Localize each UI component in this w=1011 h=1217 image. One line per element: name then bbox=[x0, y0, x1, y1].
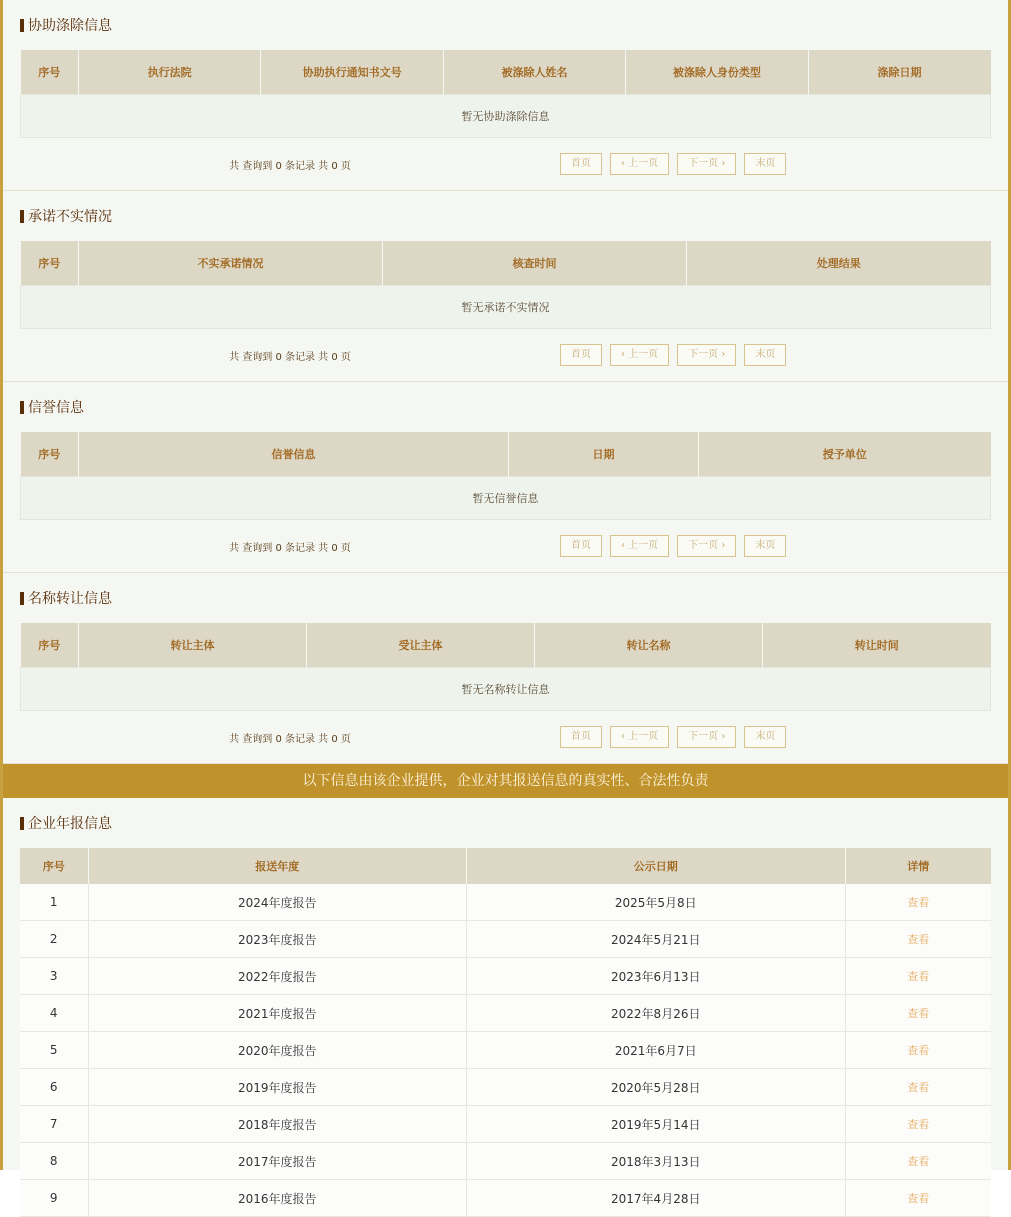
col-header: 转让名称 bbox=[535, 623, 763, 668]
col-header: 被涤除人身份类型 bbox=[626, 50, 808, 95]
col-header: 序号 bbox=[21, 241, 79, 286]
section-title bbox=[20, 191, 991, 241]
publish-date: 2022年8月26日 bbox=[467, 995, 846, 1032]
detail-cell bbox=[845, 995, 991, 1032]
reputation-table bbox=[20, 432, 991, 520]
row-number: 8 bbox=[20, 1143, 88, 1180]
last-page-button[interactable]: 末页 bbox=[744, 535, 786, 557]
col-header: 日期 bbox=[509, 432, 699, 477]
view-report-link[interactable]: 查看 bbox=[907, 1007, 930, 1020]
report-year: 2018年度报告 bbox=[88, 1106, 467, 1143]
pager-info: 共 查询到 0 条记录 共 0 页 bbox=[229, 542, 351, 554]
detail-cell bbox=[845, 921, 991, 958]
assist-removal-table bbox=[20, 50, 991, 138]
table-row bbox=[20, 1032, 991, 1069]
detail-cell bbox=[845, 1069, 991, 1106]
first-page-button[interactable]: 首页 bbox=[560, 726, 602, 748]
first-page-button[interactable]: 首页 bbox=[560, 535, 602, 557]
pager-info: 共 查询到 0 条记录 共 0 页 bbox=[229, 160, 351, 172]
table-row bbox=[20, 1143, 991, 1180]
detail-cell bbox=[845, 1143, 991, 1180]
view-report-link[interactable]: 查看 bbox=[907, 1044, 930, 1057]
publish-date: 2018年3月13日 bbox=[467, 1143, 846, 1180]
title-bar-marker bbox=[20, 817, 24, 830]
view-report-link[interactable]: 查看 bbox=[907, 1118, 930, 1131]
publish-date: 2021年6月7日 bbox=[467, 1032, 846, 1069]
publish-date: 2024年5月21日 bbox=[467, 921, 846, 958]
col-header: 处理结果 bbox=[687, 241, 991, 286]
col-header: 受让主体 bbox=[307, 623, 535, 668]
prev-page-button[interactable]: ‹ 上一页 bbox=[610, 535, 669, 557]
publish-date: 2019年5月14日 bbox=[467, 1106, 846, 1143]
view-report-link[interactable]: 查看 bbox=[907, 1192, 930, 1205]
section-title bbox=[20, 382, 991, 432]
title-bar-marker bbox=[20, 592, 24, 605]
empty-message: 暂无协助涤除信息 bbox=[21, 95, 991, 138]
pager-buttons bbox=[560, 726, 786, 748]
pager-info: 共 查询到 0 条记录 共 0 页 bbox=[229, 351, 351, 363]
false-commitment-table bbox=[20, 241, 991, 329]
publish-date: 2020年5月28日 bbox=[467, 1069, 846, 1106]
section-false-commitment bbox=[3, 191, 1008, 382]
empty-message: 暂无名称转让信息 bbox=[21, 668, 991, 711]
section-annual-reports bbox=[3, 798, 1008, 1217]
section-name-transfer bbox=[3, 573, 1008, 764]
publish-date: 2025年5月8日 bbox=[467, 884, 846, 921]
detail-cell bbox=[845, 884, 991, 921]
row-number: 4 bbox=[20, 995, 88, 1032]
view-report-link[interactable]: 查看 bbox=[907, 1081, 930, 1094]
title-bar-marker bbox=[20, 401, 24, 414]
report-year: 2023年度报告 bbox=[88, 921, 467, 958]
pager-buttons bbox=[560, 535, 786, 557]
detail-cell bbox=[845, 1106, 991, 1143]
row-number: 2 bbox=[20, 921, 88, 958]
col-header: 授予单位 bbox=[699, 432, 991, 477]
section-title-text: 信誉信息 bbox=[28, 400, 84, 416]
col-header: 公示日期 bbox=[467, 848, 846, 884]
row-number: 1 bbox=[20, 884, 88, 921]
row-number: 5 bbox=[20, 1032, 88, 1069]
first-page-button[interactable]: 首页 bbox=[560, 344, 602, 366]
pagination bbox=[20, 138, 991, 190]
pagination bbox=[20, 520, 991, 572]
report-year: 2016年度报告 bbox=[88, 1180, 467, 1217]
next-page-button[interactable]: 下一页 › bbox=[677, 344, 736, 366]
next-page-button[interactable]: 下一页 › bbox=[677, 726, 736, 748]
detail-cell bbox=[845, 1180, 991, 1217]
detail-cell bbox=[845, 958, 991, 995]
view-report-link[interactable]: 查看 bbox=[907, 896, 930, 909]
section-title-text: 协助涤除信息 bbox=[28, 18, 112, 34]
col-header: 涤除日期 bbox=[808, 50, 990, 95]
view-report-link[interactable]: 查看 bbox=[907, 970, 930, 983]
section-title-text: 承诺不实情况 bbox=[28, 209, 112, 225]
prev-page-button[interactable]: ‹ 上一页 bbox=[610, 344, 669, 366]
next-page-button[interactable]: 下一页 › bbox=[677, 153, 736, 175]
table-row bbox=[20, 1069, 991, 1106]
col-header: 序号 bbox=[20, 848, 88, 884]
col-header: 序号 bbox=[21, 50, 79, 95]
empty-message: 暂无信誉信息 bbox=[21, 477, 991, 520]
col-header: 报送年度 bbox=[88, 848, 467, 884]
section-title-text: 企业年报信息 bbox=[28, 816, 112, 832]
section-title bbox=[20, 798, 991, 848]
detail-cell bbox=[845, 1032, 991, 1069]
col-header: 序号 bbox=[21, 623, 79, 668]
last-page-button[interactable]: 末页 bbox=[744, 153, 786, 175]
section-title bbox=[20, 0, 991, 50]
row-number: 9 bbox=[20, 1180, 88, 1217]
empty-message: 暂无承诺不实情况 bbox=[21, 286, 991, 329]
view-report-link[interactable]: 查看 bbox=[907, 933, 930, 946]
table-row bbox=[20, 921, 991, 958]
title-bar-marker bbox=[20, 19, 24, 32]
section-assist-removal bbox=[3, 0, 1008, 191]
pager-buttons bbox=[560, 344, 786, 366]
next-page-button[interactable]: 下一页 › bbox=[677, 535, 736, 557]
pager-buttons bbox=[560, 153, 786, 175]
publish-date: 2023年6月13日 bbox=[467, 958, 846, 995]
table-row bbox=[20, 1106, 991, 1143]
disclaimer-banner: 以下信息由该企业提供，企业对其报送信息的真实性、合法性负责 bbox=[3, 764, 1008, 798]
report-year: 2020年度报告 bbox=[88, 1032, 467, 1069]
annual-reports-table bbox=[20, 848, 991, 1217]
view-report-link[interactable]: 查看 bbox=[907, 1155, 930, 1168]
last-page-button[interactable]: 末页 bbox=[744, 726, 786, 748]
last-page-button[interactable]: 末页 bbox=[744, 344, 786, 366]
section-title bbox=[20, 573, 991, 623]
col-header: 被涤除人姓名 bbox=[443, 50, 625, 95]
table-row bbox=[20, 884, 991, 921]
col-header: 执行法院 bbox=[79, 50, 261, 95]
title-bar-marker bbox=[20, 210, 24, 223]
col-header: 序号 bbox=[21, 432, 79, 477]
table-row bbox=[20, 1180, 991, 1217]
pager-info: 共 查询到 0 条记录 共 0 页 bbox=[229, 733, 351, 745]
col-header: 核查时间 bbox=[383, 241, 687, 286]
col-header: 协助执行通知书文号 bbox=[261, 50, 443, 95]
col-header: 详情 bbox=[845, 848, 991, 884]
report-year: 2017年度报告 bbox=[88, 1143, 467, 1180]
section-reputation bbox=[3, 382, 1008, 573]
report-year: 2024年度报告 bbox=[88, 884, 467, 921]
table-row bbox=[20, 958, 991, 995]
report-year: 2021年度报告 bbox=[88, 995, 467, 1032]
col-header: 不实承诺情况 bbox=[79, 241, 383, 286]
report-year: 2019年度报告 bbox=[88, 1069, 467, 1106]
col-header: 转让时间 bbox=[763, 623, 991, 668]
row-number: 7 bbox=[20, 1106, 88, 1143]
section-title-text: 名称转让信息 bbox=[28, 591, 112, 607]
prev-page-button[interactable]: ‹ 上一页 bbox=[610, 153, 669, 175]
report-year: 2022年度报告 bbox=[88, 958, 467, 995]
row-number: 3 bbox=[20, 958, 88, 995]
name-transfer-table bbox=[20, 623, 991, 711]
col-header: 转让主体 bbox=[79, 623, 307, 668]
pagination bbox=[20, 329, 991, 381]
col-header: 信誉信息 bbox=[79, 432, 509, 477]
pagination bbox=[20, 711, 991, 763]
publish-date: 2017年4月28日 bbox=[467, 1180, 846, 1217]
row-number: 6 bbox=[20, 1069, 88, 1106]
table-row bbox=[20, 995, 991, 1032]
first-page-button[interactable]: 首页 bbox=[560, 153, 602, 175]
prev-page-button[interactable]: ‹ 上一页 bbox=[610, 726, 669, 748]
